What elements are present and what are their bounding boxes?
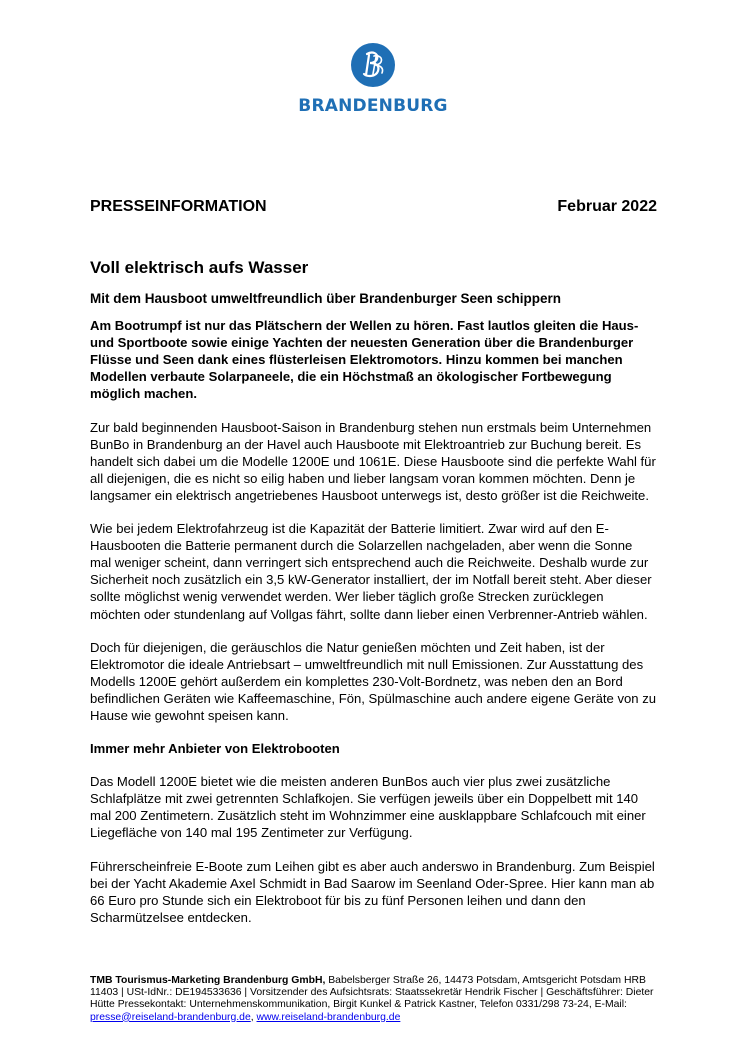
article-title: Voll elektrisch aufs Wasser — [90, 258, 309, 277]
brandenburg-logo — [293, 42, 453, 116]
footer — [90, 975, 657, 1024]
footer-website-link[interactable]: www.reiseland-brandenburg.de — [256, 1011, 401, 1023]
brand-name: BRANDENBURG — [298, 96, 448, 116]
press-label: PRESSEINFORMATION — [90, 198, 267, 215]
footer-details: Babelsberger Straße 26, 14473 Potsdam, Amtsgericht Potsdam HRB 11403 | USt-IdNr.: DE194533636 | Vorsitzender des Aufsichtsrats: Staatssekretär Hendrik Fischer | Geschäftsführer: Dieter Hütte Pressekontakt: Unternehmenskommunikation, Birgit Kunkel & Patrick Kastner, Telefon 0331/298 73-24, E-Mail: — [90, 975, 654, 1011]
footer-separator: , — [250, 1011, 257, 1023]
footer-company: TMB Tourismus-Marketing Brandenburg GmbH, — [90, 975, 326, 986]
article — [90, 258, 657, 926]
article-subtitle: Mit dem Hausboot umweltfreundlich über Brandenburger Seen schippern — [90, 291, 562, 306]
press-date: Februar 2022 — [557, 198, 657, 215]
paragraph-4: Das Modell 1200E bietet wie die meisten anderen BunBos auch vier plus zwei zusätzliche Schlafplätze mit zwei getrennten Schlafkojen. Sie verfügen jeweils über ein Doppelbett mit 140 mal 200 Zentimetern. Zusätzlich steht im Wohnzimmer eine ausklappbare Schlafcouch mit einer Liegefläche von 140 mal 195 Zentimeter zur Verfügung. — [90, 774, 646, 841]
paragraph-5: Führerscheinfreie E-Boote zum Leihen gibt es aber auch anderswo in Brandenburg. Zum Beispiel bei der Yacht Akademie Axel Schmidt in Bad Saarow im Seenland Oder-Spree. Hier kann man ab 66 Euro pro Stunde sich ein Elektroboot für bis zu fünf Personen leihen und dann den Scharmützelsee entdecken. — [90, 858, 655, 925]
paragraph-1: Zur bald beginnenden Hausboot-Saison in Brandenburg stehen nun erstmals beim Unternehmen BunBo in Brandenburg an der Havel auch Hausboote mit Elektroantrieb zur Buchung bereit. Es handelt sich dabei um die Modelle 1200E und 1061E. Diese Hausboote sind die perfekte Wahl für all diejenigen, die es nicht so eilig haben und lieber langsam voran kommen möchten. Denn je langsamer ein elektrisch angetriebenes Hausboot unterwegs ist, desto größer ist die Reichweite. — [90, 419, 656, 503]
paragraph-3: Doch für diejenigen, die geräuschlos die Natur genießen möchten und Zeit haben, ist der Elektromotor die ideale Antriebsart – umweltfreundlich mit null Emissionen. Zur Ausstattung des Modells 1200E gehört außerdem ein komplettes 230-Volt-Bordnetz, was neben den an Bord befindlichen Geräten wie Kaffeemaschine, Fön, Spülmaschine auch andere eigene Geräte von zu Hause wie gewohnt speisen kann. — [90, 639, 657, 723]
paragraph-2: Wie bei jedem Elektrofahrzeug ist die Kapazität der Batterie limitiert. Zwar wird auf den E-Hausbooten die Batterie permanent durch die Solarzellen nachgeladen, aber wenn die Sonne mal weniger scheint, dann verringert sich entsprechend auch die Reichweite. Deshalb wurde zur Sicherheit noch zusätzlich ein 3,5 kW-Generator installiert, der im Notfall bereit steht. Aber dieser sollte möglichst wenig verwendet werden. Wer lieber täglich große Strecken zurücklegen möchten oder stundenlang auf Vollgas fährt, sollte dann lieber einen Verbrenner-Antrieb wählen. — [90, 521, 652, 622]
footer-email-link[interactable]: presse@reiseland-brandenburg.de — [90, 1011, 251, 1023]
article-lead: Am Bootrumpf ist nur das Plätschern der Wellen zu hören. Fast lautlos gleiten die Haus- und Sportboote sowie einige Yachten der neuesten Generation über die Brandenburger Flüsse und Seen dank eines flüsterleisen Elektromotors. Hinzu kommen bei manchen Modellen verbaute Solarpaneele, die ein Höchstmaß an ökologischer Fortbewegung möglich machen. — [90, 318, 639, 402]
brandenburg-emblem-icon — [350, 42, 396, 88]
section-heading: Immer mehr Anbieter von Elektrobooten — [90, 741, 340, 757]
